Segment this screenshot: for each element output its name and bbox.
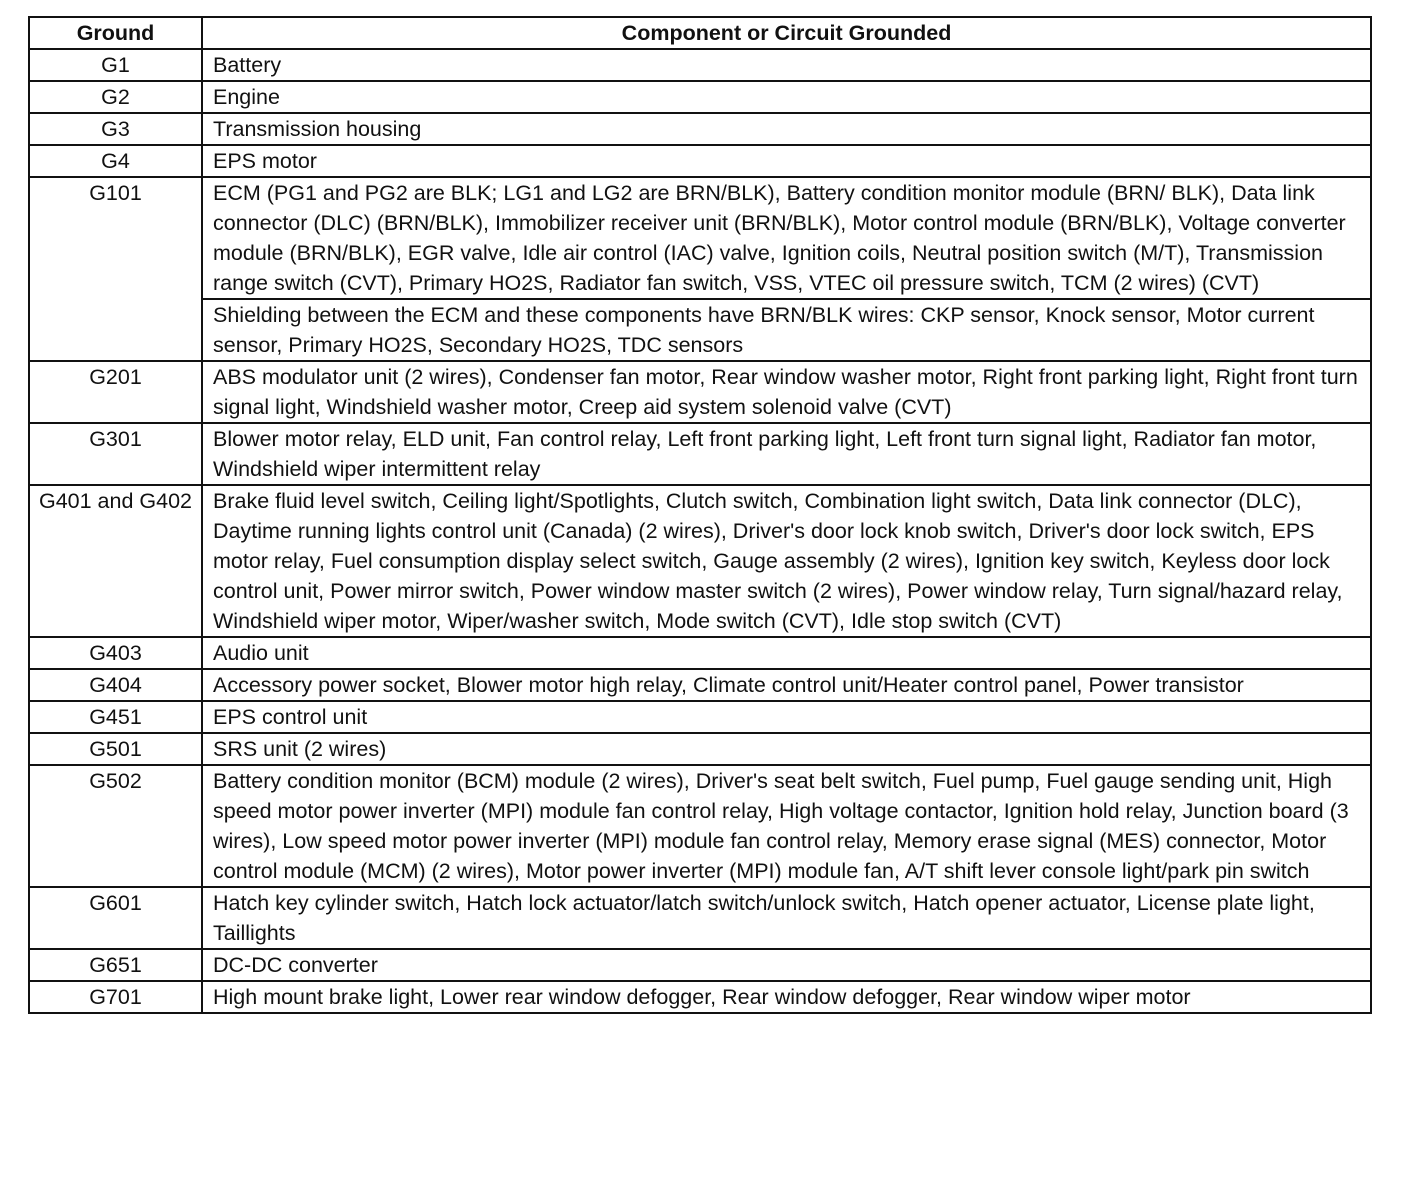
component-cell xyxy=(202,145,1371,177)
table-row xyxy=(29,485,1371,637)
component-text: Engine xyxy=(213,85,280,109)
component-cell xyxy=(202,361,1371,423)
component-text: Accessory power socket, Blower motor high relay, Climate control unit/Heater control panel, Power transistor xyxy=(213,673,1244,697)
component-text: Shielding between the ECM and these components have BRN/BLK wires: CKP sensor, Knock sensor, Motor current sensor, Primary HO2S, Secondary HO2S, TDC sensors xyxy=(203,298,1370,360)
component-cell xyxy=(202,49,1371,81)
table-row xyxy=(29,113,1371,145)
ground-id-cell: G301 xyxy=(29,423,202,485)
table-row xyxy=(29,981,1371,1013)
ground-id-cell: G201 xyxy=(29,361,202,423)
table-row xyxy=(29,145,1371,177)
component-text: ABS modulator unit (2 wires), Condenser fan motor, Rear window washer motor, Right front parking light, Right front turn signal light, Windshield washer motor, Creep aid system solenoid valve (CVT) xyxy=(213,365,1358,419)
ground-column-header: Ground xyxy=(29,17,202,49)
component-cell xyxy=(202,81,1371,113)
component-cell xyxy=(202,113,1371,145)
table-row xyxy=(29,765,1371,887)
ground-id-cell: G4 xyxy=(29,145,202,177)
component-text: DC-DC converter xyxy=(213,953,378,977)
component-cell xyxy=(202,887,1371,949)
component-cell xyxy=(202,981,1371,1013)
ground-id-cell: G451 xyxy=(29,701,202,733)
component-text: Hatch key cylinder switch, Hatch lock actuator/latch switch/unlock switch, Hatch opener actuator, License plate light, Taillights xyxy=(213,891,1315,945)
ground-id-cell: G601 xyxy=(29,887,202,949)
component-cell xyxy=(202,701,1371,733)
component-column-header: Component or Circuit Grounded xyxy=(202,17,1371,49)
component-text: EPS control unit xyxy=(213,705,368,729)
component-text: Transmission housing xyxy=(213,117,422,141)
component-text: ECM (PG1 and PG2 are BLK; LG1 and LG2 are BRN/BLK), Battery condition monitor module (BRN/ BLK), Data link connector (DLC) (BRN/BLK), Immobilizer receiver unit (BRN/BLK), Motor control module (BRN/BLK), Voltage converter module (BRN/BLK), EGR valve, Idle air control (IAC) valve, Ignition coils, Neutral position switch (M/T), Transmission range switch (CVT), Primary HO2S, Radiator fan switch, VSS, VTEC oil pressure switch, TCM (2 wires) (CVT) xyxy=(213,181,1346,295)
table-row xyxy=(29,81,1371,113)
table-row xyxy=(29,701,1371,733)
ground-id-cell: G1 xyxy=(29,49,202,81)
component-cell xyxy=(202,765,1371,887)
header-row xyxy=(29,17,1371,49)
table-row xyxy=(29,669,1371,701)
ground-id-cell: G701 xyxy=(29,981,202,1013)
component-text: High mount brake light, Lower rear window defogger, Rear window defogger, Rear window wiper motor xyxy=(213,985,1191,1009)
component-text: SRS unit (2 wires) xyxy=(213,737,387,761)
table-row xyxy=(29,423,1371,485)
ground-id-cell: G2 xyxy=(29,81,202,113)
component-cell xyxy=(202,423,1371,485)
table-row xyxy=(29,733,1371,765)
ground-table xyxy=(28,16,1372,1014)
component-cell xyxy=(202,485,1371,637)
table-row xyxy=(29,177,1371,361)
ground-id-cell: G651 xyxy=(29,949,202,981)
ground-id-cell: G502 xyxy=(29,765,202,887)
component-text: Audio unit xyxy=(213,641,309,665)
component-cell xyxy=(202,637,1371,669)
component-text: Brake fluid level switch, Ceiling light/Spotlights, Clutch switch, Combination light switch, Data link connector (DLC), Daytime running lights control unit (Canada) (2 wires), Driver's door lock knob switch, Driver's door lock switch, EPS motor relay, Fuel consumption display select switch, Gauge assembly (2 wires), Ignition key switch, Keyless door lock control unit, Power mirror switch, Power window master switch (2 wires), Power window relay, Turn signal/hazard relay, Windshield wiper motor, Wiper/washer switch, Mode switch (CVT), Idle stop switch (CVT) xyxy=(213,489,1343,633)
component-text: Battery xyxy=(213,53,282,77)
ground-id-cell: G404 xyxy=(29,669,202,701)
component-text: EPS motor xyxy=(213,149,317,173)
table-body xyxy=(29,49,1371,1013)
ground-id-cell: G401 and G402 xyxy=(29,485,202,637)
component-text: Battery condition monitor (BCM) module (2 wires), Driver's seat belt switch, Fuel pump, Fuel gauge sending unit, High speed motor power inverter (MPI) module fan control relay, High voltage contactor, Ignition hold relay, Junction board (3 wires), Low speed motor power inverter (MPI) module fan control relay, Memory erase signal (MES) connector, Motor control module (MCM) (2 wires), Motor power inverter (MPI) module fan, A/T shift lever console light/park pin switch xyxy=(213,769,1349,883)
component-cell xyxy=(202,177,1371,361)
ground-id-cell: G501 xyxy=(29,733,202,765)
ground-id-cell: G101 xyxy=(29,177,202,361)
ground-id-cell: G403 xyxy=(29,637,202,669)
ground-id-cell: G3 xyxy=(29,113,202,145)
table-row xyxy=(29,949,1371,981)
table-row xyxy=(29,361,1371,423)
component-text: Blower motor relay, ELD unit, Fan control relay, Left front parking light, Left front turn signal light, Radiator fan motor, Windshield wiper intermittent relay xyxy=(213,427,1317,481)
table-row xyxy=(29,887,1371,949)
component-cell xyxy=(202,733,1371,765)
component-cell xyxy=(202,669,1371,701)
table-row xyxy=(29,637,1371,669)
table-row xyxy=(29,49,1371,81)
component-cell xyxy=(202,949,1371,981)
